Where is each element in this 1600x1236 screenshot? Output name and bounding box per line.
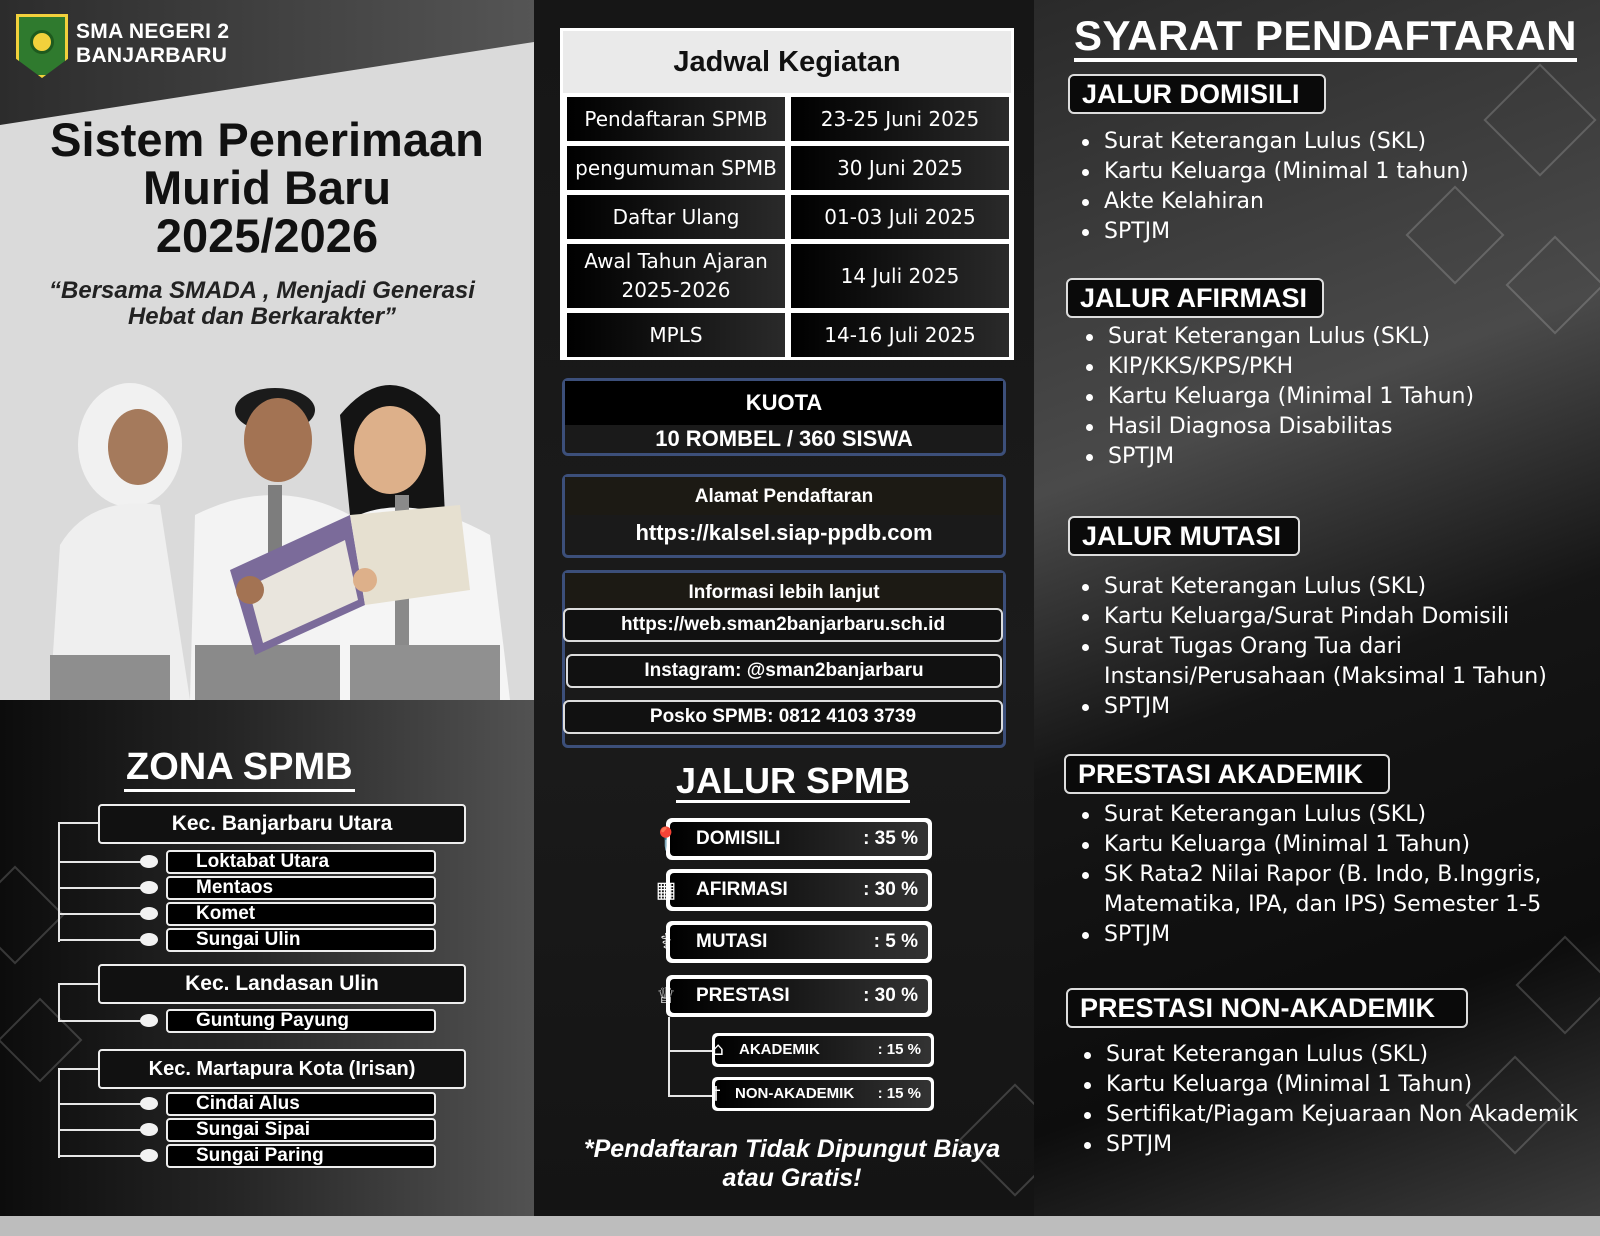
requirement-item: KIP/KKS/KPS/PKH [1082, 352, 1562, 382]
section-header: PRESTASI AKADEMIK [1064, 754, 1390, 794]
jalur-item [666, 921, 932, 963]
jalur-percent: : 30 % [863, 985, 918, 1006]
area-item: Guntung Payung [166, 1009, 436, 1033]
school-name-line2: BANJARBARU [76, 44, 228, 67]
graduation-cap-icon: ⌂ [712, 1039, 724, 1060]
area-item: Komet [166, 902, 436, 926]
bottom-strip [0, 1216, 1600, 1236]
requirement-item: Sertifikat/Piagam Kejuaraan Non Akademik [1080, 1100, 1580, 1130]
jalur-item [666, 869, 932, 911]
jalur-title: JALUR SPMB [676, 760, 911, 801]
free-registration-note: *Pendaftaran Tidak Dipungut Biaya atau Gratis! [583, 1135, 1001, 1192]
trophy-icon: ♕ [656, 984, 676, 1009]
section-header: JALUR DOMISILI [1068, 74, 1326, 114]
schedule-date: 23-25 Juni 2025 [791, 97, 1009, 141]
requirement-item: SPTJM [1082, 442, 1562, 472]
school-name-line1: SMA NEGERI 2 [76, 20, 230, 43]
jalur-item [666, 818, 932, 860]
schedule-date: 14-16 Juli 2025 [791, 313, 1009, 357]
schedule-activity: pengumuman SPMB [567, 146, 785, 190]
posko-contact: Posko SPMB: 0812 4103 3739 [563, 700, 1003, 734]
address-box [562, 474, 1006, 558]
schedule-activity: Awal Tahun Ajaran 2025-2026 [567, 244, 785, 308]
requirement-item: Kartu Keluarga (Minimal 1 Tahun) [1080, 1070, 1580, 1100]
instagram-link[interactable]: Instagram: @sman2banjarbaru [566, 654, 1002, 688]
bullet-dot [140, 855, 158, 868]
requirement-list [1080, 1040, 1580, 1160]
area-item: Loktabat Utara [166, 850, 436, 874]
jalur-name: AFIRMASI [696, 879, 788, 900]
requirement-item: Hasil Diagnosa Disabilitas [1082, 412, 1562, 442]
zona-title: ZONA SPMB [124, 747, 355, 792]
schedule-title: Jadwal Kegiatan [563, 31, 1011, 93]
tagline: “Bersama SMADA , Menjadi Generasi Hebat dan Berkarakter” [49, 277, 475, 330]
title-line-3: 2025/2026 [155, 209, 379, 262]
jalur-sub-name: NON-AKADEMIK [735, 1085, 855, 1102]
tree-line [58, 822, 60, 942]
schedule-date: 14 Juli 2025 [791, 244, 1009, 308]
school-logo-emblem [30, 30, 54, 54]
requirement-item: Kartu Keluarga/Surat Pindah Domisili [1078, 602, 1578, 632]
quota-value: 10 ROMBEL / 360 SISWA [655, 426, 913, 451]
area-item: Sungai Sipai [166, 1118, 436, 1142]
schedule-date: 01-03 Juli 2025 [791, 195, 1009, 239]
dna-person-icon: ⚕ [660, 930, 672, 955]
requirement-list [1078, 572, 1578, 722]
section-header: JALUR AFIRMASI [1066, 278, 1324, 318]
schedule-activity: MPLS [567, 313, 785, 357]
requirement-item: Kartu Keluarga (Minimal 1 Tahun) [1078, 830, 1578, 860]
bullet-dot [140, 1149, 158, 1162]
requirement-item: Kartu Keluarga (Minimal 1 tahun) [1078, 157, 1558, 187]
requirement-item: SPTJM [1078, 692, 1578, 722]
tree-line [58, 983, 60, 1021]
jalur-name: DOMISILI [696, 828, 781, 849]
requirement-item: SPTJM [1080, 1130, 1580, 1160]
jalur-percent: : 5 % [873, 931, 918, 952]
bullet-dot [140, 881, 158, 894]
requirement-item: Surat Keterangan Lulus (SKL) [1082, 322, 1562, 352]
requirement-item: Kartu Keluarga (Minimal 1 Tahun) [1082, 382, 1562, 412]
website-link[interactable]: https://web.sman2banjarbaru.sch.id [563, 608, 1003, 642]
page-title [10, 113, 524, 262]
kecamatan-header: Kec. Landasan Ulin [98, 964, 466, 1004]
schedule-activity: Daftar Ulang [567, 195, 785, 239]
jalur-sub-percent: : 15 % [877, 1041, 921, 1058]
bullet-dot [140, 1014, 158, 1027]
requirement-item: Surat Keterangan Lulus (SKL) [1080, 1040, 1580, 1070]
requirements-title: SYARAT PENDAFTARAN [1074, 14, 1577, 62]
section-header: PRESTASI NON-AKADEMIK [1066, 988, 1468, 1028]
requirement-item: Surat Tugas Orang Tua dari Instansi/Perusahaan (Maksimal 1 Tahun) [1078, 632, 1578, 692]
section-header: JALUR MUTASI [1068, 516, 1300, 556]
title-line-1: Sistem Penerimaan [50, 113, 484, 166]
students-photo [20, 355, 534, 700]
area-item: Sungai Ulin [166, 928, 436, 952]
address-label: Alamat Pendaftaran [565, 477, 1003, 515]
jalur-sub-item [712, 1077, 934, 1111]
jalur-percent: : 30 % [863, 879, 918, 900]
quota-box [562, 378, 1006, 456]
bullet-dot [140, 933, 158, 946]
jalur-sub-name: AKADEMIK [739, 1041, 820, 1058]
building-icon: ▦ [655, 878, 677, 903]
requirement-item: Surat Keterangan Lulus (SKL) [1078, 127, 1558, 157]
area-item: Sungai Paring [166, 1144, 436, 1168]
schedule-activity: Pendaftaran SPMB [567, 97, 785, 141]
tree-line [58, 983, 100, 985]
requirement-item: SPTJM [1078, 920, 1578, 950]
runner-icon: † [711, 1083, 721, 1104]
bullet-dot [140, 1123, 158, 1136]
requirement-item: Akte Kelahiran [1078, 187, 1558, 217]
requirement-item: SK Rata2 Nilai Rapor (B. Indo, B.Inggris, Matematika, IPA, dan IPS) Semester 1-5 [1078, 860, 1578, 920]
kecamatan-header: Kec. Martapura Kota (Irisan) [98, 1049, 466, 1089]
schedule-table [560, 28, 1014, 360]
info-label: Informasi lebih lanjut [565, 573, 1003, 611]
requirement-list [1078, 800, 1578, 950]
requirement-list [1078, 127, 1558, 247]
requirement-item: Surat Keterangan Lulus (SKL) [1078, 800, 1578, 830]
requirement-list [1082, 322, 1562, 472]
kecamatan-header: Kec. Banjarbaru Utara [98, 804, 466, 844]
tree-line [58, 1068, 60, 1158]
jalur-name: PRESTASI [696, 985, 790, 1006]
quota-label: KUOTA [565, 381, 1003, 425]
bullet-dot [140, 907, 158, 920]
jalur-percent: : 35 % [863, 828, 918, 849]
jalur-sub-percent: : 15 % [877, 1085, 921, 1102]
area-item: Cindai Alus [166, 1092, 436, 1116]
jalur-sub-item [712, 1033, 934, 1067]
area-item: Mentaos [166, 876, 436, 900]
address-url[interactable]: https://kalsel.siap-ppdb.com [635, 520, 933, 545]
bullet-dot [140, 1097, 158, 1110]
jalur-item [666, 975, 932, 1017]
requirement-item: Surat Keterangan Lulus (SKL) [1078, 572, 1578, 602]
title-line-2: Murid Baru [142, 161, 392, 214]
requirement-item: SPTJM [1078, 217, 1558, 247]
tree-line [58, 1068, 100, 1070]
tree-line [668, 1017, 670, 1097]
location-pin-icon: 📍 [652, 827, 680, 852]
jalur-name: MUTASI [696, 931, 768, 952]
schedule-date: 30 Juni 2025 [791, 146, 1009, 190]
tree-line [58, 822, 100, 824]
